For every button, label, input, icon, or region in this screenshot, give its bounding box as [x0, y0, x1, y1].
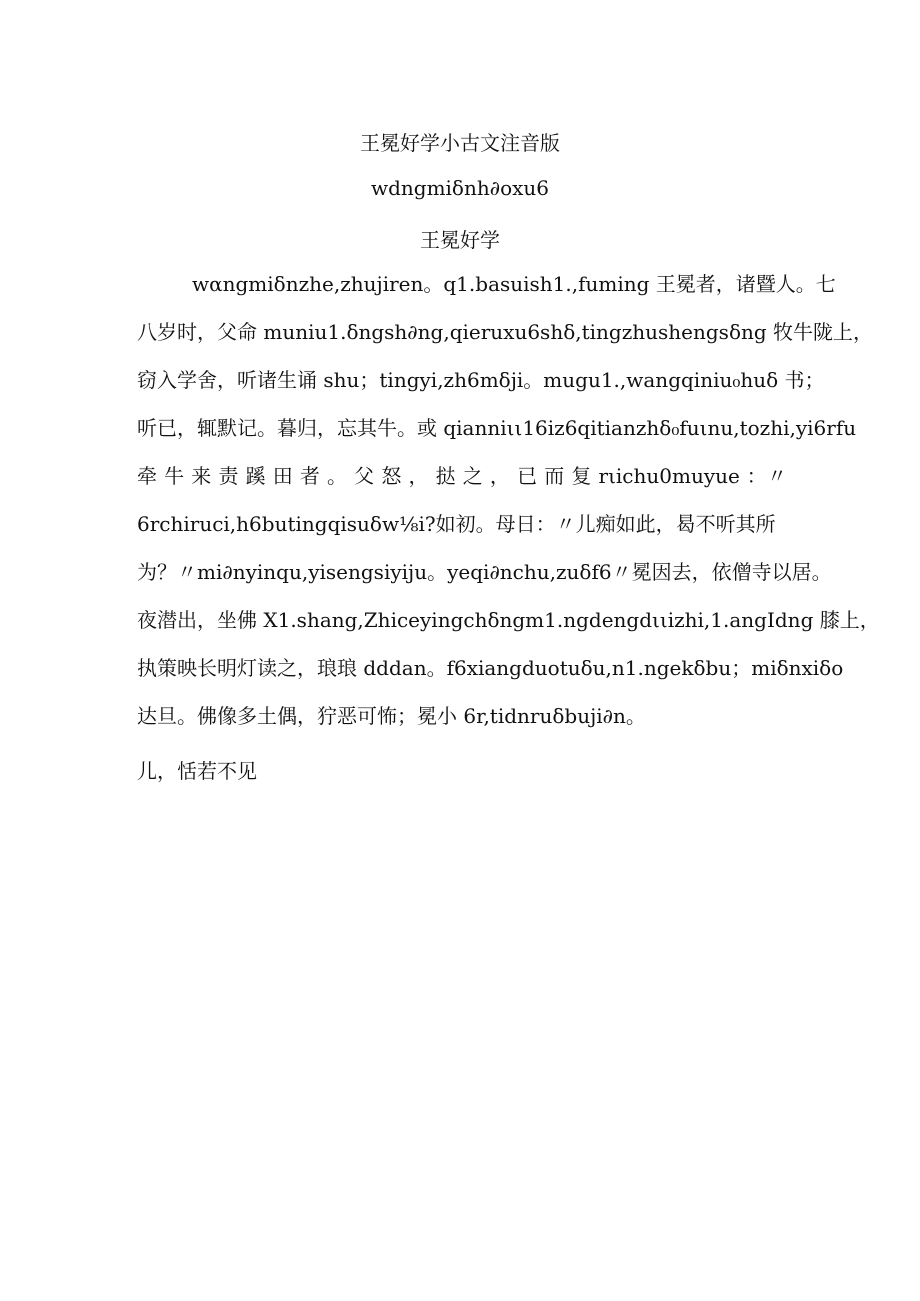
- body-line: wαngmiδnzhe,zhujiren。q1.basuish1.,fuming 王冕者，诸暨人。七: [192, 272, 836, 296]
- body-line: 执策映长明灯读之，琅琅 dddan。f6xiangduotuδu,n1.ngekδbu；miδnxiδo: [137, 656, 844, 680]
- body-line: 6rchiruci,h6butingqisuδw⅛i?如初。母日：〃儿痴如此，曷不听其所: [137, 512, 776, 536]
- body-line: 听已，辄默记。暮归，忘其牛。或 qianniιι16iz6qitianzhδ₀fuιnu,tozhi,yi6rfu: [137, 416, 857, 440]
- body-line: 牵 牛 来 责 蹊 田 者 。 父 怒 ， 挞 之 ， 已 而 复 rιichu0muyue ：〃: [137, 464, 787, 488]
- body-line: 八岁时，父命 muniu1.δngsh∂ng,qieruxu6shδ,tingzhushengsδng 牧牛陇上，: [137, 320, 874, 344]
- pinyin-title: wdngmiδnh∂oxu6: [370, 176, 550, 200]
- body-line: 达旦。佛像多土偶，狞恶可怖；冕小 6r,tidnruδbuji∂n。: [137, 704, 646, 728]
- document-title: 王冕好学小古文注音版: [360, 131, 560, 155]
- body-line: 儿，恬若不见: [137, 759, 257, 783]
- body-line: 窃入学舍，听诸生诵 shu；tingyi,zh6mδji。mugu1.,wangqiniu₀huδ 书；: [137, 368, 825, 392]
- body-line: 夜潜出，坐佛 X1.shang,Zhiceyingchδngm1.ngdengdιιizhi,1.angIdng 膝上，: [137, 608, 880, 632]
- section-subtitle: 王冕好学: [420, 228, 500, 252]
- body-line: 为？〃mi∂nyinqu,yisengsiyiju。yeqi∂nchu,zuδf6〃冕因去，依僧寺以居。: [137, 560, 832, 584]
